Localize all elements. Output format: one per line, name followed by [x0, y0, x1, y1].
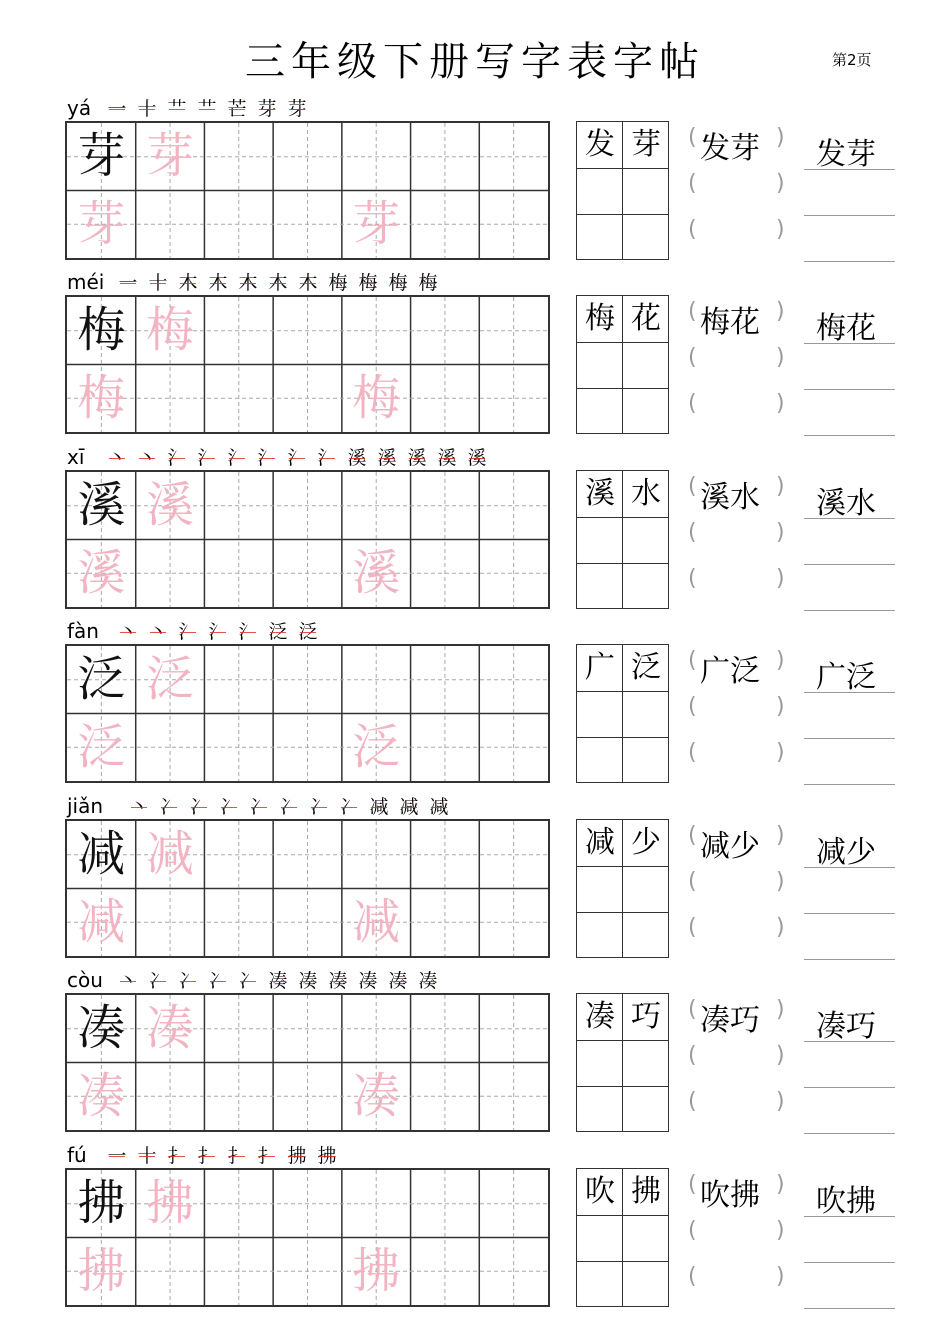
grid-char: 梅 — [146, 302, 195, 358]
parenthesis-word: 减少 — [700, 829, 760, 864]
writing-underline — [804, 913, 895, 914]
stroke-step: 木 — [206, 272, 230, 294]
parenthesis-mark: ) — [776, 740, 785, 765]
grid-char: 减 — [146, 826, 195, 882]
char-block — [0, 1144, 950, 1318]
stroke-step: 扌 — [165, 1145, 189, 1167]
parenthesis-mark: ) — [776, 345, 785, 370]
stroke-step: 十 — [146, 272, 170, 294]
parenthesis-mark: ( — [688, 474, 697, 499]
char-block — [0, 795, 950, 969]
writing-underline — [804, 610, 895, 611]
underline-word: 梅花 — [816, 311, 876, 346]
parenthesis-mark: ) — [776, 823, 785, 848]
grid-char: 拂 — [77, 1242, 126, 1299]
grid-char: 凑 — [146, 1000, 195, 1056]
stroke-step: 拂 — [315, 1145, 339, 1167]
stroke-step: 凑 — [416, 970, 440, 992]
word-grid — [576, 993, 669, 1132]
grid-char: 梅 — [352, 369, 401, 426]
parenthesis-mark: ( — [688, 1264, 697, 1289]
parenthesis-mark: ( — [688, 171, 697, 196]
word-grid-row-line — [577, 866, 668, 867]
stroke-step: 冫 — [236, 970, 260, 992]
writing-grid — [65, 295, 550, 434]
stroke-step: 丶 — [105, 447, 129, 469]
pinyin-label: xī — [67, 445, 85, 469]
word-grid-char: 芽 — [631, 127, 661, 162]
stroke-step: 凑 — [296, 970, 320, 992]
grid-char: 减 — [77, 893, 126, 950]
parenthesis-mark: ( — [688, 1089, 697, 1114]
grid-char: 凑 — [77, 1067, 126, 1124]
stroke-order — [127, 796, 451, 818]
word-grid-char: 广 — [585, 650, 615, 685]
writing-grid — [65, 644, 550, 783]
parenthesis-mark: ) — [776, 171, 785, 196]
grid-char: 溪 — [146, 477, 195, 533]
stroke-step: 凑 — [266, 970, 290, 992]
parenthesis-word: 梅花 — [700, 305, 760, 340]
stroke-step: 减 — [367, 796, 391, 818]
parenthesis-mark: ) — [776, 1089, 785, 1114]
writing-underline — [804, 169, 895, 170]
stroke-step: 减 — [427, 796, 451, 818]
pinyin-label: fú — [67, 1143, 87, 1167]
stroke-step: 木 — [176, 272, 200, 294]
stroke-step: 凑 — [326, 970, 350, 992]
stroke-step: 冫 — [206, 970, 230, 992]
stroke-step: 氵 — [236, 621, 260, 643]
stroke-step: 梅 — [416, 272, 440, 294]
stroke-step: 一 — [105, 1145, 129, 1167]
underline-word: 广泛 — [816, 660, 876, 695]
word-grid-row-line — [577, 1040, 668, 1041]
writing-underline — [804, 1133, 895, 1134]
word-grid-row-line — [577, 517, 668, 518]
word-grid-row-line — [577, 737, 668, 738]
grid-char: 凑 — [77, 1000, 126, 1056]
stroke-step: 冫 — [307, 796, 331, 818]
underline-word: 溪水 — [816, 486, 876, 521]
stroke-step: 溪 — [465, 447, 489, 469]
word-grid-row-line — [577, 1261, 668, 1262]
writing-underline — [804, 343, 895, 344]
parenthesis-mark: ) — [776, 566, 785, 591]
grid-char: 拂 — [77, 1175, 126, 1231]
parenthesis-mark: ) — [776, 648, 785, 673]
parenthesis-mark: ) — [776, 1043, 785, 1068]
stroke-step: 扌 — [195, 1145, 219, 1167]
word-grid — [576, 644, 669, 783]
stroke-step: 冫 — [187, 796, 211, 818]
word-grid-char: 少 — [631, 825, 661, 860]
writing-grid — [65, 121, 550, 260]
word-grid-row-line — [577, 1086, 668, 1087]
stroke-step: 溪 — [375, 447, 399, 469]
stroke-step: 丶 — [135, 447, 159, 469]
stroke-order — [116, 272, 440, 294]
stroke-step: 冫 — [217, 796, 241, 818]
parenthesis-mark: ) — [776, 694, 785, 719]
stroke-step: 十 — [135, 1145, 159, 1167]
stroke-step: 泛 — [296, 621, 320, 643]
grid-char: 减 — [77, 826, 126, 882]
stroke-step: 氵 — [206, 621, 230, 643]
stroke-step: 氵 — [285, 447, 309, 469]
stroke-step: 木 — [266, 272, 290, 294]
underline-word: 发芽 — [816, 137, 876, 172]
writing-grid — [65, 470, 550, 609]
parenthesis-mark: ( — [688, 299, 697, 324]
grid-char: 溪 — [77, 544, 126, 601]
grid-char: 泛 — [146, 651, 195, 707]
stroke-order — [116, 970, 440, 992]
word-grid-row-line — [577, 563, 668, 564]
writing-grid — [65, 993, 550, 1132]
stroke-step: 丶 — [116, 970, 140, 992]
parenthesis-mark: ( — [688, 217, 697, 242]
parenthesis-word: 吹拂 — [700, 1178, 760, 1213]
writing-grid — [65, 819, 550, 958]
stroke-order — [105, 447, 489, 469]
stroke-step: 扌 — [225, 1145, 249, 1167]
writing-underline — [804, 215, 895, 216]
char-block — [0, 271, 950, 445]
writing-underline — [804, 692, 895, 693]
writing-underline — [804, 867, 895, 868]
grid-char: 凑 — [352, 1067, 401, 1124]
parenthesis-word: 溪水 — [700, 480, 760, 515]
writing-underline — [804, 959, 895, 960]
stroke-step: 凑 — [386, 970, 410, 992]
parenthesis-mark: ) — [776, 474, 785, 499]
writing-underline — [804, 784, 895, 785]
word-grid-row-line — [577, 691, 668, 692]
parenthesis-mark: ( — [688, 694, 697, 719]
pinyin-label: fàn — [67, 619, 99, 643]
pinyin-label: còu — [67, 968, 103, 992]
stroke-step: 冫 — [277, 796, 301, 818]
word-grid-char: 凑 — [585, 999, 615, 1034]
parenthesis-mark: ) — [776, 217, 785, 242]
word-grid-char: 梅 — [585, 301, 615, 336]
word-grid-char: 巧 — [631, 999, 661, 1034]
grid-char: 梅 — [77, 302, 126, 358]
writing-underline — [804, 738, 895, 739]
parenthesis-mark: ) — [776, 915, 785, 940]
stroke-step: 氵 — [176, 621, 200, 643]
parenthesis-mark: ( — [688, 1043, 697, 1068]
stroke-step: 芽 — [285, 98, 309, 120]
stroke-step: 冫 — [247, 796, 271, 818]
grid-char: 泛 — [352, 718, 401, 775]
word-grid-char: 水 — [631, 476, 661, 511]
stroke-order — [105, 98, 309, 120]
stroke-step: 丶 — [127, 796, 151, 818]
pinyin-label: jiǎn — [67, 794, 104, 818]
grid-char: 溪 — [77, 477, 126, 533]
stroke-step: 梅 — [326, 272, 350, 294]
word-grid-char: 泛 — [631, 650, 661, 685]
word-grid-row-line — [577, 168, 668, 169]
stroke-step: 氵 — [195, 447, 219, 469]
char-block — [0, 97, 950, 271]
stroke-order — [116, 621, 320, 643]
stroke-step: 芽 — [255, 98, 279, 120]
grid-char: 拂 — [146, 1175, 195, 1231]
stroke-step: 氵 — [315, 447, 339, 469]
underline-word: 减少 — [816, 835, 876, 870]
writing-underline — [804, 1087, 895, 1088]
stroke-step: 艹 — [165, 98, 189, 120]
word-grid-char: 吹 — [585, 1174, 615, 1209]
word-grid-row-line — [577, 342, 668, 343]
stroke-step: 冫 — [157, 796, 181, 818]
writing-underline — [804, 1216, 895, 1217]
stroke-step: 凑 — [356, 970, 380, 992]
parenthesis-mark: ( — [688, 1218, 697, 1243]
grid-char: 梅 — [77, 369, 126, 426]
grid-char: 拂 — [352, 1242, 401, 1299]
parenthesis-mark: ) — [776, 997, 785, 1022]
stroke-step: 木 — [296, 272, 320, 294]
grid-char: 芽 — [77, 128, 126, 184]
parenthesis-mark: ) — [776, 1218, 785, 1243]
pinyin-label: méi — [67, 270, 105, 294]
stroke-step: 泛 — [266, 621, 290, 643]
writing-grid — [65, 1168, 550, 1307]
word-grid — [576, 470, 669, 609]
word-grid-row-line — [577, 214, 668, 215]
stroke-step: 一 — [116, 272, 140, 294]
stroke-step: 氵 — [255, 447, 279, 469]
parenthesis-mark: ( — [688, 915, 697, 940]
word-grid — [576, 121, 669, 260]
page-number: 第2页 — [832, 51, 872, 69]
parenthesis-mark: ( — [688, 997, 697, 1022]
pinyin-label: yá — [67, 96, 92, 120]
parenthesis-mark: ( — [688, 648, 697, 673]
parenthesis-mark: ) — [776, 1264, 785, 1289]
char-block — [0, 446, 950, 620]
page-title: 三年级下册写字表字帖 — [245, 39, 705, 85]
parenthesis-mark: ) — [776, 125, 785, 150]
grid-char: 泛 — [77, 651, 126, 707]
writing-underline — [804, 389, 895, 390]
stroke-step: 艹 — [195, 98, 219, 120]
parenthesis-mark: ( — [688, 566, 697, 591]
stroke-step: 冫 — [337, 796, 361, 818]
stroke-step: 氵 — [225, 447, 249, 469]
stroke-step: 溪 — [345, 447, 369, 469]
grid-char: 溪 — [352, 544, 401, 601]
word-grid-char: 减 — [585, 825, 615, 860]
stroke-step: 丶 — [146, 621, 170, 643]
parenthesis-mark: ) — [776, 1172, 785, 1197]
stroke-step: 梅 — [386, 272, 410, 294]
word-grid — [576, 295, 669, 434]
writing-underline — [804, 1262, 895, 1263]
parenthesis-mark: ) — [776, 869, 785, 894]
stroke-step: 冫 — [176, 970, 200, 992]
word-grid-char: 花 — [631, 301, 661, 336]
grid-char: 芽 — [146, 128, 195, 184]
parenthesis-word: 广泛 — [700, 654, 760, 689]
parenthesis-mark: ( — [688, 391, 697, 416]
word-grid-char: 拂 — [631, 1174, 661, 1209]
parenthesis-mark: ( — [688, 740, 697, 765]
grid-char: 芽 — [77, 195, 126, 252]
parenthesis-mark: ( — [688, 520, 697, 545]
stroke-step: 氵 — [165, 447, 189, 469]
grid-char: 泛 — [77, 718, 126, 775]
word-grid-row-line — [577, 388, 668, 389]
stroke-step: 木 — [236, 272, 260, 294]
word-grid-char: 溪 — [585, 476, 615, 511]
parenthesis-mark: ) — [776, 299, 785, 324]
stroke-step: 一 — [105, 98, 129, 120]
stroke-step: 减 — [397, 796, 421, 818]
char-block — [0, 620, 950, 794]
stroke-step: 扌 — [255, 1145, 279, 1167]
parenthesis-mark: ( — [688, 823, 697, 848]
word-grid — [576, 1168, 669, 1307]
parenthesis-word: 发芽 — [700, 131, 760, 166]
writing-underline — [804, 261, 895, 262]
grid-char: 减 — [352, 893, 401, 950]
word-grid — [576, 819, 669, 958]
stroke-order — [105, 1145, 339, 1167]
parenthesis-mark: ) — [776, 391, 785, 416]
writing-underline — [804, 435, 895, 436]
stroke-step: 丶 — [116, 621, 140, 643]
parenthesis-word: 凑巧 — [700, 1003, 760, 1038]
word-grid-row-line — [577, 912, 668, 913]
stroke-step: 冫 — [146, 970, 170, 992]
parenthesis-mark: ) — [776, 520, 785, 545]
underline-word: 凑巧 — [816, 1009, 876, 1044]
stroke-step: 溪 — [405, 447, 429, 469]
stroke-step: 溪 — [435, 447, 459, 469]
word-grid-row-line — [577, 1215, 668, 1216]
parenthesis-mark: ( — [688, 125, 697, 150]
stroke-step: 梅 — [356, 272, 380, 294]
parenthesis-mark: ( — [688, 345, 697, 370]
stroke-step: 十 — [135, 98, 159, 120]
parenthesis-mark: ( — [688, 1172, 697, 1197]
writing-underline — [804, 1041, 895, 1042]
word-grid-char: 发 — [585, 127, 615, 162]
grid-char: 芽 — [352, 195, 401, 252]
underline-word: 吹拂 — [816, 1184, 876, 1219]
writing-underline — [804, 518, 895, 519]
stroke-step: 芒 — [225, 98, 249, 120]
stroke-step: 拂 — [285, 1145, 309, 1167]
char-block — [0, 969, 950, 1143]
parenthesis-mark: ( — [688, 869, 697, 894]
writing-underline — [804, 564, 895, 565]
writing-underline — [804, 1308, 895, 1309]
